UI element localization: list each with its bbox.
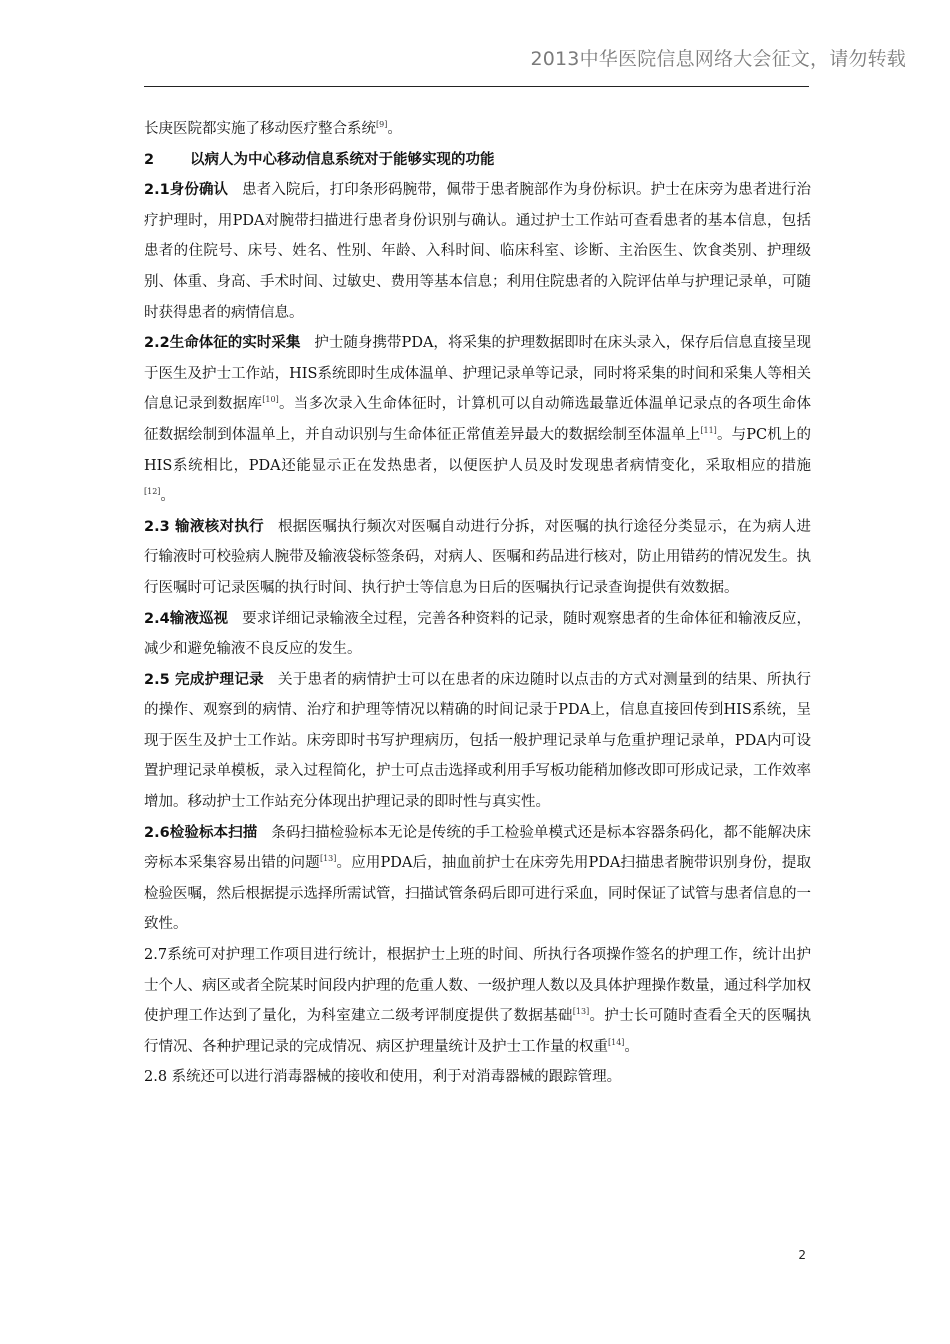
citation-9: [9] (376, 120, 388, 130)
citation-13: [13] (319, 854, 337, 864)
paragraph-2-3-text: 根据医嘱执行频次对医嘱自动进行分拆，对医嘱的执行途径分类显示，在为病人进行输液时可校验病人腕带及输液袋标签条码，对病人、医嘱和药品进行核对，防止用错药的情况发生。执行医嘱时可记录医嘱的执行时间、执行护士等信息为日后的医嘱执行记录查询提供有效数据。 (144, 518, 812, 596)
citation-11: [11] (700, 426, 717, 436)
paragraph-2-6-text-a: 条码扫描检验标本无论是传统的手工检验单模式还是标本容器条码化，都不能解决床旁标本采集容易出错的问题 (144, 824, 812, 872)
subsection-2-1-heading: 2.1身份确认 (144, 182, 229, 199)
paragraph-2-4 (144, 604, 811, 665)
header-divider (144, 86, 809, 87)
paragraph-2-5-text: 关于患者的病情护士可以在患者的床边随时以点击的方式对测量到的结果、所执行的操作、观察到的病情、治疗和护理等情况以精确的时间记录于PDA上，信息直接回传到HIS系统，呈现于医生及护士工作站。床旁即时书写护理病历，包括一般护理记录单与危重护理记录单，PDA内可设置护理记录单模板，录入过程简化，护士可点击选择或利用手写板功能稍加修改即可形成记录，工作效率增加。移动护士工作站充分体现出护理记录的即时性与真实性。 (144, 671, 812, 811)
paragraph-2-1 (144, 175, 811, 328)
citation-13b: [13] (572, 1007, 590, 1017)
paragraph-2-7-text-a: 2.7系统可对护理工作项目进行统计，根据护士上班的时间、所执行各项操作签名的护理工作，统计出护士个人、病区或者全院某时间段内护理的危重人数、一级护理人数以及具体护理操作数量，通过科学加权使护理工作达到了量化，为科室建立二级考评制度提供了数据基础 (144, 947, 811, 1025)
paragraph-2-6 (144, 818, 811, 940)
paragraph-2-2-text-d: 。 (160, 488, 175, 505)
page-number: 2 (798, 1248, 806, 1262)
paragraph-2-7 (144, 940, 811, 1062)
paragraph-2-1-text: 患者入院后，打印条形码腕带，佩带于患者腕部作为身份标识。护士在床旁为患者进行治疗护理时，用PDA对腕带扫描进行患者身份识别与确认。通过护士工作站可查看患者的基本信息，包括患者的住院号、床号、姓名、性别、年龄、入科时间、临床科室、诊断、主治医生、饮食类别、护理级别、体重、身高、手术时间、过敏史、费用等基本信息；利用住院患者的入院评估单与护理记录单，可随时获得患者的病情信息。 (144, 182, 812, 321)
subsection-2-4-heading: 2.4输液巡视 (144, 610, 229, 627)
subsection-2-2-heading: 2.2生命体征的实时采集 (144, 335, 301, 352)
paragraph-2-6-text-b: 。应用PDA后，抽血前护士在床旁先用PDA扫描患者腕带识别身份，提取检验医嘱，然后根据提示选择所需试管，扫描试管条码后即可进行采血，同时保证了试管与患者信息的一致性。 (144, 855, 811, 933)
citation-14: [14] (608, 1037, 625, 1047)
paragraph-2-8 (144, 1062, 811, 1093)
paragraph-2-8-text: 2.8 系统还可以进行消毒器械的接收和使用，利于对消毒器械的跟踪管理。 (144, 1069, 622, 1086)
running-header: 2013中华医院信息网络大会征文，请勿转载 (530, 48, 906, 70)
paragraph-2-7-text-c: 。 (624, 1038, 639, 1055)
paragraph-2-3 (144, 512, 811, 604)
paragraph-2-2-text-b: 。当多次录入生命体征时，计算机可以自动筛选最靠近体温单记录点的各项生命体征数据绘制到体温单上，并自动识别与生命体征正常值差异最大的数据绘制至体温单上 (144, 396, 812, 443)
paragraph-2-7-text-b: 。护士长可随时查看全天的医嘱执行情况、各种护理记录的完成情况、病区护理量统计及护士工作量的权重 (144, 1008, 812, 1055)
subsection-2-3-heading: 2.3 输液核对执行 (144, 518, 264, 535)
paragraph-2-2-text-c: 。与PC机上的HIS系统相比，PDA还能显示正在发热患者，以便医护人员及时发现患者病情变化，采取相应的措施 (144, 426, 811, 474)
section-2-number: 2 (144, 151, 155, 168)
citation-12: [12] (144, 487, 161, 497)
subsection-2-5-heading: 2.5 完成护理记录 (144, 671, 264, 688)
paragraph-2-4-text: 要求详细记录输液全过程，完善各种资料的记录，随时观察患者的生命体征和输液反应，减少和避免输液不良反应的发生。 (144, 610, 812, 658)
intro-paragraph (144, 114, 811, 145)
document-body (144, 114, 811, 1093)
paragraph-2-2-text-a: 护士随身携带PDA，将采集的护理数据即时在床头录入，保存后信息直接呈现于医生及护士工作站，HIS系统即时生成体温单、护理记录单等记录，同时将采集的时间和采集人等相关信息记录到数据库 (144, 335, 811, 413)
paragraph-2-5 (144, 665, 811, 818)
intro-text: 长庚医院都实施了移动医疗整合系统 (144, 121, 376, 137)
section-2-heading (144, 145, 811, 176)
section-2-title: 以病人为中心移动信息系统对于能够实现的功能 (190, 151, 495, 168)
paragraph-2-2 (144, 328, 811, 512)
citation-10: [10] (262, 395, 279, 405)
subsection-2-6-heading: 2.6检验标本扫描 (144, 824, 258, 841)
intro-end: 。 (387, 121, 402, 137)
